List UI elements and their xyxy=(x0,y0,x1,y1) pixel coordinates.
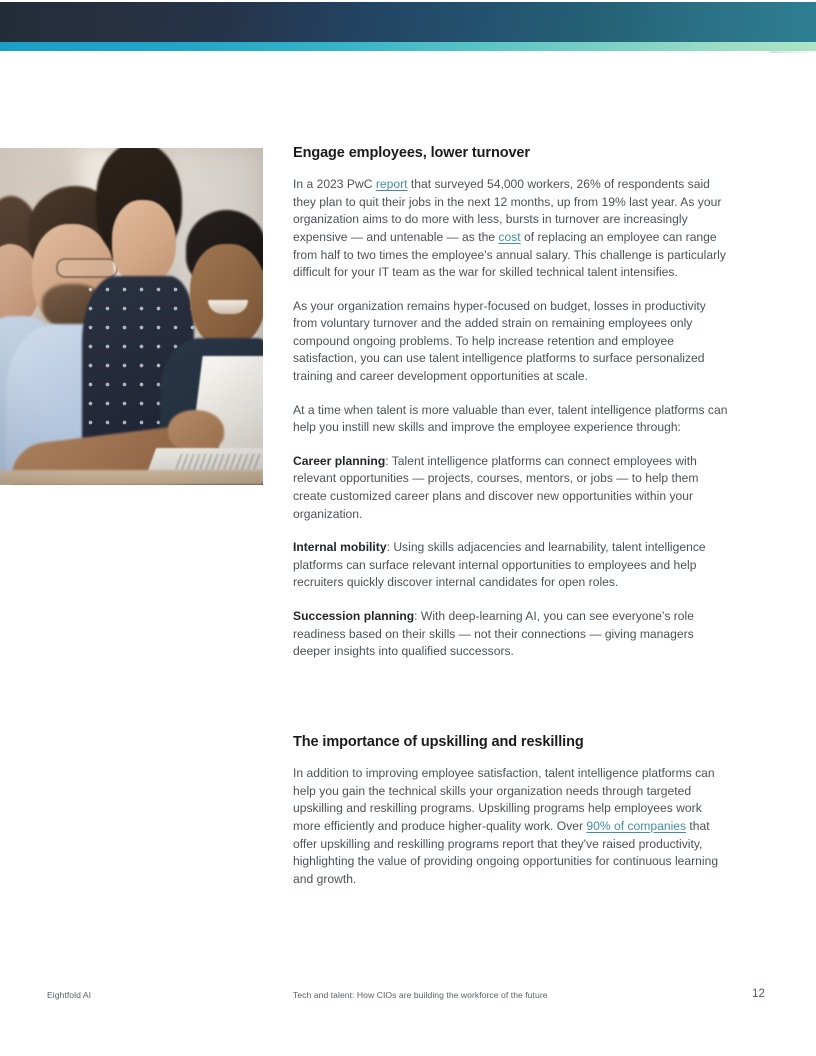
career-planning-item xyxy=(293,453,730,523)
team-photo xyxy=(0,148,263,485)
section-one-paragraph-2: As your organization remains hyper-focused on budget, losses in productivity from voluntary turnover and the added strain on remaining employees only compound ongoing problems. To help increase retention and employee satisfaction, you can use talent intelligence platforms to surface personalized training and career development opportunities at scale. xyxy=(293,298,706,384)
header-accent-stripe xyxy=(0,42,816,51)
header-hairline xyxy=(770,51,816,53)
internal-mobility-text: : Using skills adjacencies and learnability, talent intelligence platforms can surface relevant internal opportunities to employees and help recruiters quickly discover internal candidates for open roles. xyxy=(293,540,706,590)
section-one-paragraph-3: At a time when talent is more valuable than ever, talent intelligence platforms can help you instill new skills and improve the employee experience through: xyxy=(293,402,728,435)
internal-mobility-label: Internal mobility xyxy=(293,540,387,555)
career-planning-text: : Talent intelligence platforms can connect employees with relevant opportunities — projects, courses, mentors, or jobs — to help them create customized career plans and discover new opportunities within your organization. xyxy=(293,453,699,521)
ninety-percent-companies-link[interactable]: 90% of companies xyxy=(586,818,687,833)
header-gradient-band xyxy=(0,2,816,42)
footer-brand: Eightfold AI xyxy=(47,990,92,1000)
footer-document-title: Tech and talent: How CIOs are building the workforce of the future xyxy=(293,990,548,1000)
paragraph-1-text-part-1: In a 2023 PwC xyxy=(293,177,376,192)
paragraph-1-text-part-2: that surveyed 54,000 workers, 26% of respondents said they plan to quit their jobs in the next 12 months, up from 19% last year. As your organization aims to do more with less, bursts in turnover are increasingly expensive — and untenable — as the xyxy=(293,177,722,244)
internal-mobility-item xyxy=(293,539,730,592)
pwc-report-link[interactable]: report xyxy=(375,177,408,192)
section-one xyxy=(293,144,730,661)
paragraph-1-text-part-3: of replacing an employee can range from half to two times the employee's annual salary. This challenge is particularly difficult for your IT team as the war for skilled technical talent intensifies. xyxy=(293,229,726,280)
section-two-text-part-1: In addition to improving employee satisfaction, talent intelligence platforms can help you gain the technical skills your organization needs through targeted upskilling and reskilling programs. Upskilling programs help employees work more efficiently and produce higher-quality work. Over xyxy=(293,766,715,833)
section-two-paragraph-1 xyxy=(293,765,730,888)
section-two-text-part-2: that offer upskilling and reskilling programs report that they've raised productivity, highlighting the value of providing ongoing opportunities for continuous learning and growth. xyxy=(293,818,719,886)
succession-planning-item xyxy=(293,608,730,661)
footer-page-number: 12 xyxy=(752,988,765,1000)
page-footer xyxy=(0,990,816,1008)
succession-planning-text: : With deep-learning AI, you can see everyone's role readiness based on their skills — not their connections — giving managers deeper insights into qualified successors. xyxy=(293,609,694,659)
succession-planning-label: Succession planning xyxy=(293,609,415,623)
section-two-heading: The importance of upskilling and reskilling xyxy=(293,734,584,750)
section-one-paragraph-1 xyxy=(293,176,730,282)
career-planning-label: Career planning xyxy=(293,453,386,468)
section-two xyxy=(293,733,730,888)
photo-vignette xyxy=(0,148,263,485)
cost-link[interactable]: cost xyxy=(498,229,521,244)
section-one-heading: Engage employees, lower turnover xyxy=(293,145,530,161)
